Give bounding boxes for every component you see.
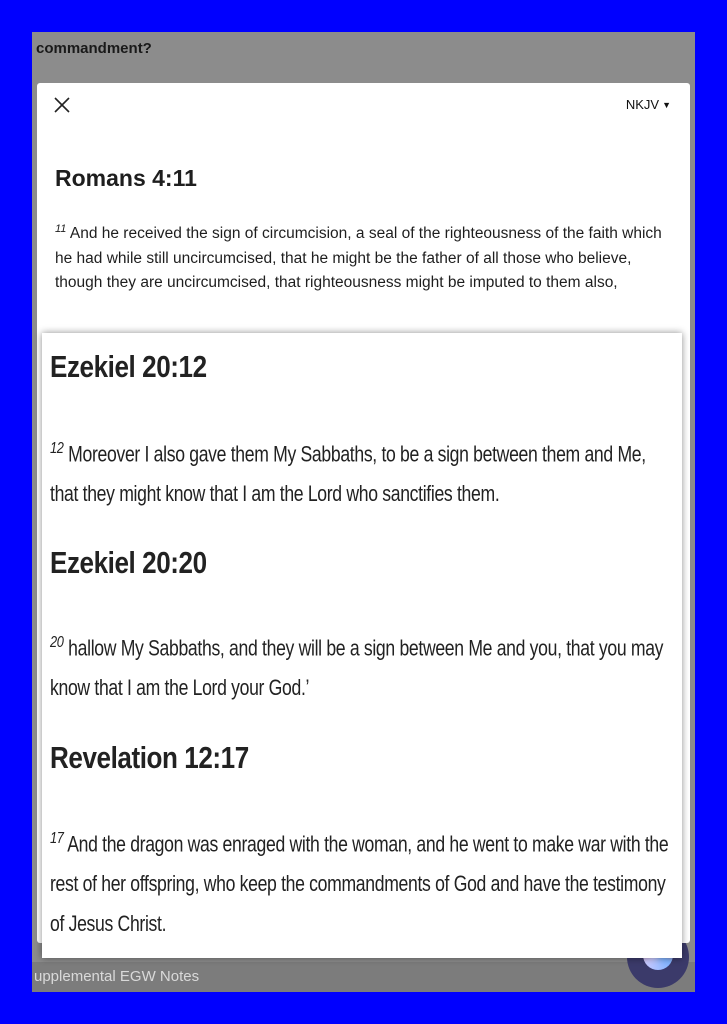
passage-verse-number: 17 [50, 830, 64, 847]
passage-body: Moreover I also gave them My Sabbaths, to be a sign between them and Me, that they might know that I am the Lord who sanctifies them. [50, 441, 646, 507]
bible-version-dropdown[interactable] [626, 97, 671, 112]
passage-reference: Ezekiel 20:20 [50, 545, 207, 580]
caret-down-icon: ▼ [662, 99, 671, 110]
passage-body: And the dragon was enraged with the woman, and he went to make war with the rest of her offspring, who keep the commandments of God and have the testimony of Jesus Christ. [50, 831, 669, 937]
close-icon [51, 94, 73, 116]
verse-text [55, 217, 675, 296]
verse-reference-title: Romans 4:11 [55, 165, 197, 191]
close-button[interactable] [51, 94, 73, 116]
verse-number: 11 [55, 223, 67, 235]
background-question-heading: commandment? [36, 40, 152, 57]
verse-body: And he received the sign of circumcision, a seal of the righteousness of the faith which he had while still uncircumcised, that he might be the father of all those who believe, though they are uncircumcised, that righteousness might be imputed to them also, [55, 225, 662, 292]
passage-reference: Ezekiel 20:12 [50, 349, 207, 384]
background-footer-label: upplemental EGW Notes [32, 962, 695, 992]
bible-version-label: NKJV [625, 97, 660, 112]
passage-text [50, 819, 678, 944]
passage-reference: Revelation 12:17 [50, 740, 249, 775]
overlay-passages-card [42, 333, 682, 958]
passage-verse-number: 12 [50, 440, 64, 457]
passage-verse-number: 20 [50, 634, 64, 651]
passage-text [50, 623, 678, 708]
passage-text [50, 429, 678, 514]
passage-body: hallow My Sabbaths, and they will be a sign between Me and you, that you may know that I am the Lord your God.’ [50, 635, 664, 701]
